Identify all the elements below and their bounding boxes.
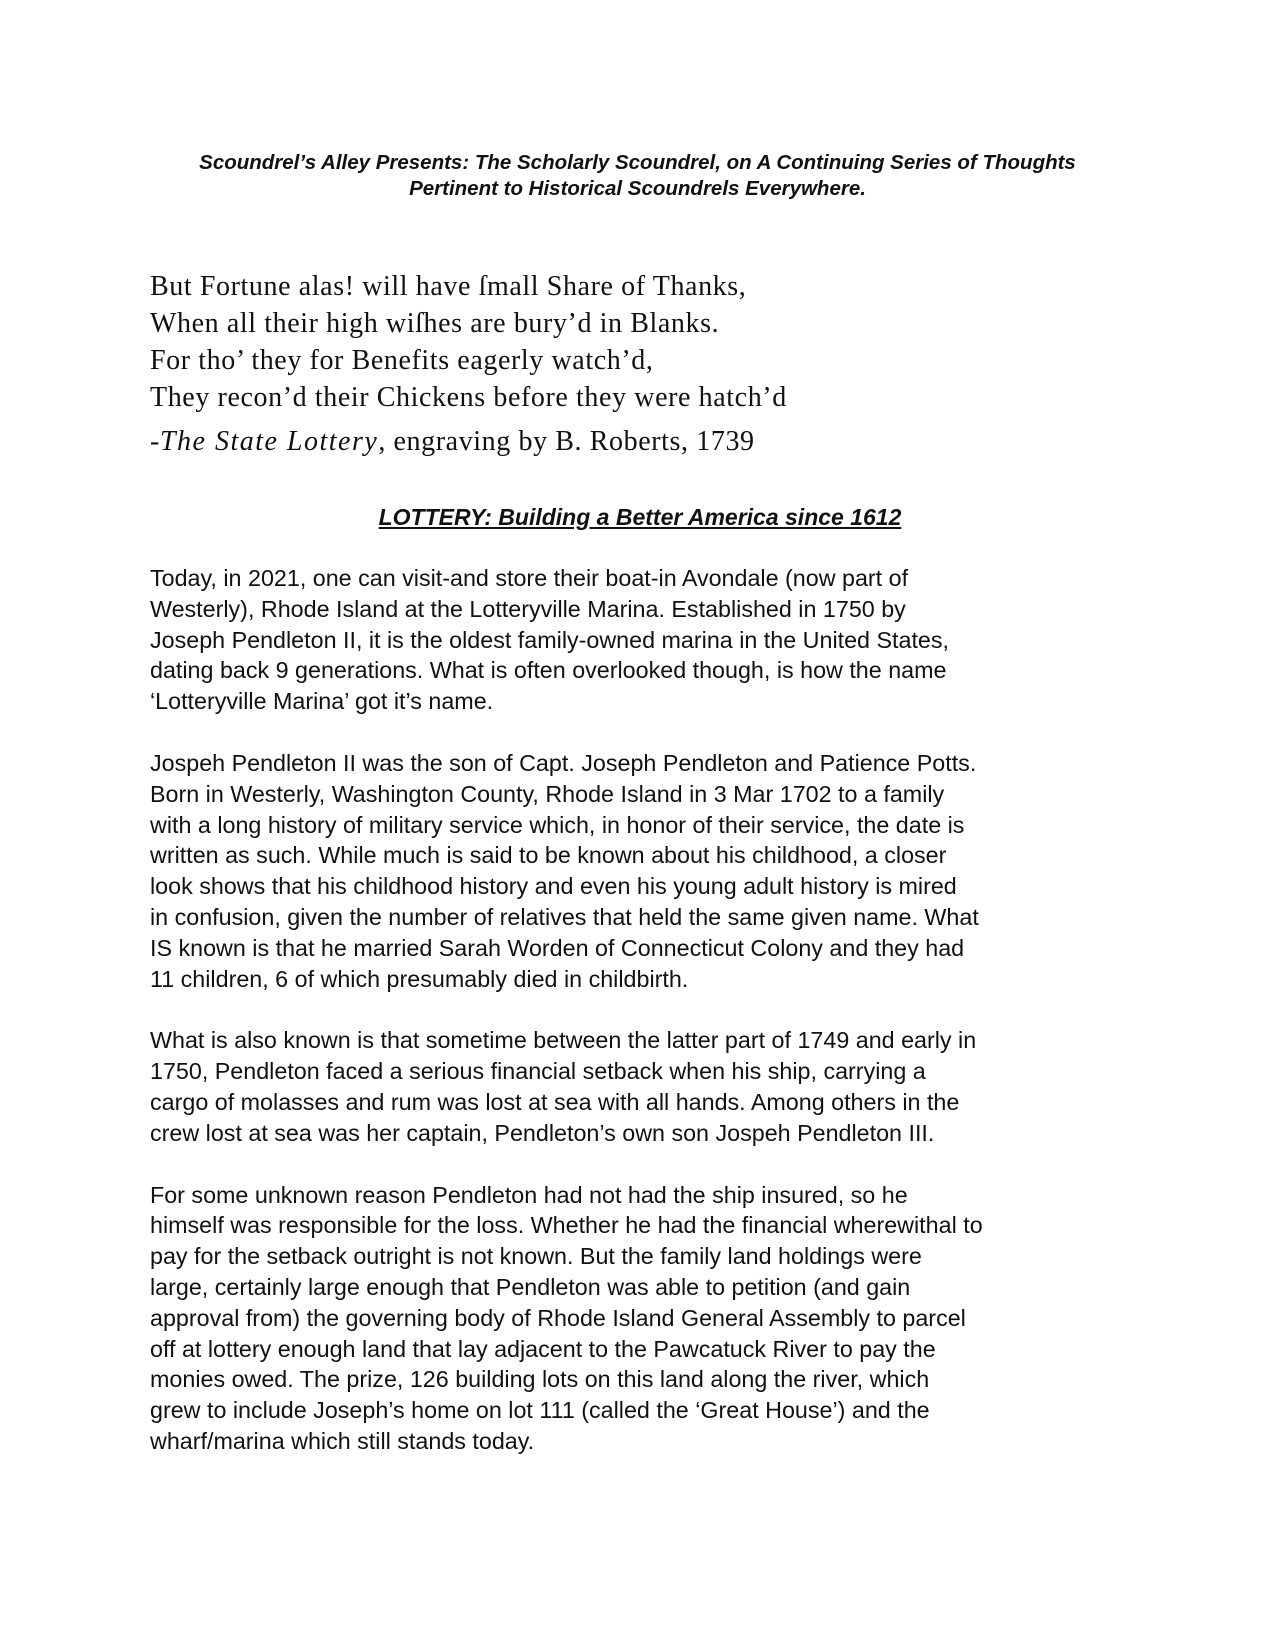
text-line: off at lottery enough land that lay adjacent to the Pawcatuck River to pay the [150, 1335, 936, 1362]
epigraph-poem [150, 268, 1130, 462]
text-line: himself was responsible for the loss. Whether he had the financial wherewithal to [150, 1212, 983, 1239]
text-line: 11 children, 6 of which presumably died in childbirth. [150, 965, 689, 992]
text-line: with a long history of military service which, in honor of their service, the date is [150, 811, 965, 838]
text-line: pay for the setback outright is not known. But the family land holdings were [150, 1243, 922, 1270]
attribution-dash: - [150, 426, 160, 457]
text-line: in confusion, given the number of relatives that held the same given name. What [150, 903, 979, 930]
text-line: Jospeh Pendleton II was the son of Capt. Joseph Pendleton and Patience Potts. [150, 749, 977, 776]
paragraph [150, 748, 1130, 994]
poem-line: They recon’d their Chickens before they were hatch’d [150, 382, 787, 413]
text-line: 1750, Pendleton faced a serious financial setback when his ship, carrying a [150, 1058, 926, 1085]
article-title: LOTTERY: Building a Better America since 1612 [378, 504, 902, 530]
paragraph [150, 563, 1130, 717]
text-line: IS known is that he married Sarah Worden of Connecticut Colony and they had [150, 934, 965, 961]
text-line: monies owed. The prize, 126 building lots on this land along the river, which [150, 1366, 930, 1393]
text-line: Joseph Pendleton II, it is the oldest family-owned marina in the United States, [150, 626, 949, 653]
text-line: Born in Westerly, Washington County, Rhode Island in 3 Mar 1702 to a family [150, 780, 945, 807]
text-line: Today, in 2021, one can visit-and store their boat-in Avondale (now part of [150, 565, 909, 591]
text-line: large, certainly large enough that Pendleton was able to petition (and gain [150, 1273, 911, 1300]
text-line: grew to include Joseph’s home on lot 111 (called the ‘Great House’) and the [150, 1397, 930, 1424]
series-header-line-2: Pertinent to Historical Scoundrels Everywhere. [409, 177, 866, 200]
attribution-work-title: The State Lottery [159, 426, 379, 457]
text-line: wharf/marina which still stands today. [150, 1427, 535, 1454]
text-line: ‘Lotteryville Marina’ got it’s name. [150, 688, 494, 715]
poem-line: When all their high wiſhes are bury’d in Blanks. [150, 308, 720, 339]
series-header [120, 150, 1155, 202]
poem-line: For tho’ they for Benefits eagerly watch’d, [150, 345, 654, 376]
text-line: Westerly), Rhode Island at the Lotteryville Marina. Established in 1750 by [150, 595, 906, 622]
paragraph [150, 1025, 1130, 1148]
text-line: What is also known is that sometime between the latter part of 1749 and early in [150, 1027, 977, 1054]
text-line: crew lost at sea was her captain, Pendleton’s own son Jospeh Pendleton III. [150, 1119, 935, 1146]
text-line: For some unknown reason Pendleton had not had the ship insured, so he [150, 1181, 908, 1208]
text-line: cargo of molasses and rum was lost at sea with all hands. Among others in the [150, 1088, 960, 1115]
text-line: written as such. While much is said to be known about his childhood, a closer [150, 842, 947, 869]
text-line: dating back 9 generations. What is often overlooked though, is how the name [150, 657, 947, 684]
text-line: look shows that his childhood history and even his young adult history is mired [150, 873, 957, 900]
series-header-line-1: Scoundrel’s Alley Presents: The Scholarly Scoundrel, on A Continuing Series of Thoughts [199, 151, 1076, 174]
poem-line: But Fortune alas! will have ſmall Share of Thanks, [150, 271, 747, 302]
poem-attribution [150, 422, 1130, 462]
text-line: approval from) the governing body of Rhode Island General Assembly to parcel [150, 1304, 966, 1331]
article-body [150, 563, 1130, 1488]
paragraph [150, 1180, 1130, 1457]
attribution-source: , engraving by B. Roberts, 1739 [378, 426, 755, 457]
